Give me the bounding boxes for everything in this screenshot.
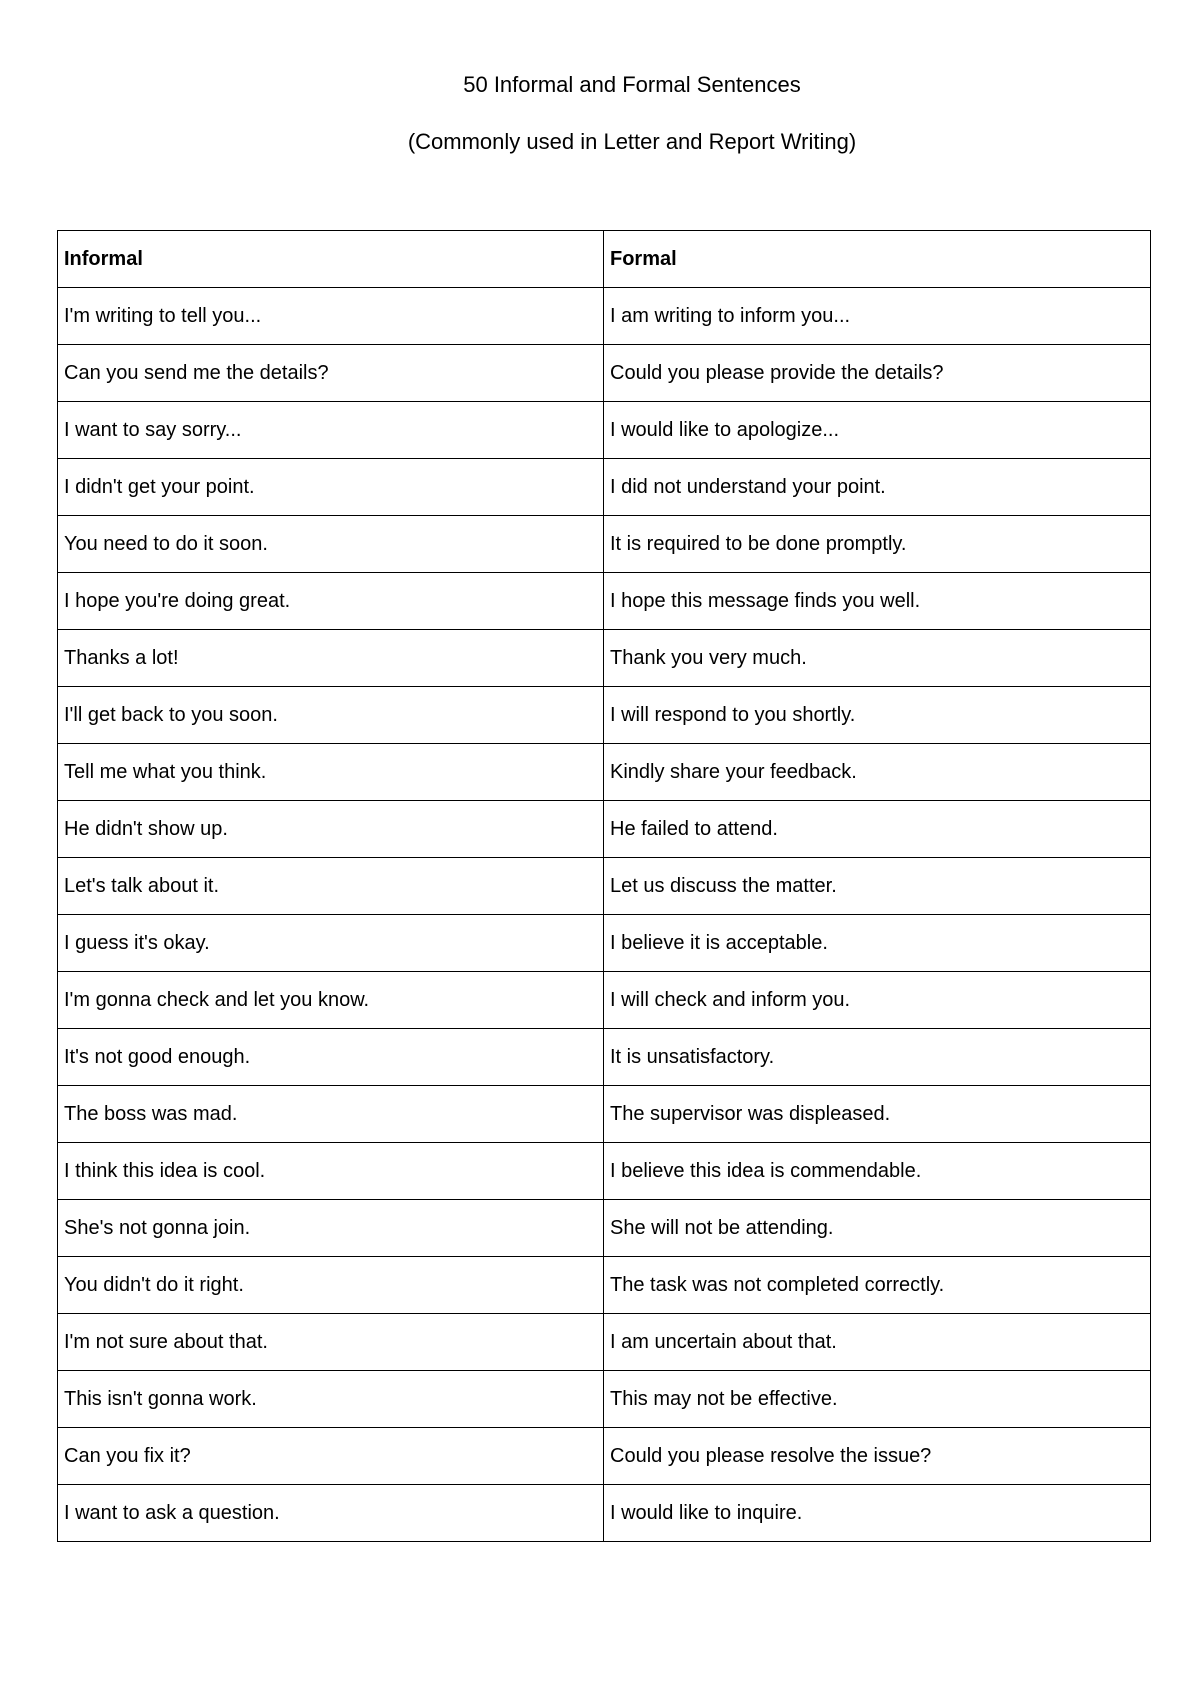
table-row [58, 402, 1151, 459]
formal-cell: I hope this message finds you well. [604, 573, 1151, 630]
formal-cell: It is required to be done promptly. [604, 516, 1151, 573]
informal-cell: You didn't do it right. [58, 1257, 604, 1314]
table-header-row [58, 231, 1151, 288]
informal-cell: I want to ask a question. [58, 1485, 604, 1542]
informal-cell: Can you fix it? [58, 1428, 604, 1485]
page-subtitle: (Commonly used in Letter and Report Writing) [407, 129, 857, 154]
informal-cell: She's not gonna join. [58, 1200, 604, 1257]
informal-cell: I didn't get your point. [58, 459, 604, 516]
formal-cell: I would like to inquire. [604, 1485, 1151, 1542]
formal-cell: This may not be effective. [604, 1371, 1151, 1428]
table-row [58, 801, 1151, 858]
table-row [58, 915, 1151, 972]
table-row [58, 516, 1151, 573]
table-row [58, 972, 1151, 1029]
informal-cell: I'm gonna check and let you know. [58, 972, 604, 1029]
formal-cell: I believe it is acceptable. [604, 915, 1151, 972]
table-row [58, 630, 1151, 687]
table-row [58, 858, 1151, 915]
formal-cell: She will not be attending. [604, 1200, 1151, 1257]
formal-cell: Thank you very much. [604, 630, 1151, 687]
formal-cell: I will check and inform you. [604, 972, 1151, 1029]
informal-cell: This isn't gonna work. [58, 1371, 604, 1428]
page-title: 50 Informal and Formal Sentences [463, 72, 801, 97]
phrase-table [57, 230, 1151, 1542]
informal-cell: Can you send me the details? [58, 345, 604, 402]
column-header-formal: Formal [604, 231, 1151, 288]
informal-cell: Let's talk about it. [58, 858, 604, 915]
formal-cell: He failed to attend. [604, 801, 1151, 858]
formal-cell: I am uncertain about that. [604, 1314, 1151, 1371]
formal-cell: Could you please provide the details? [604, 345, 1151, 402]
informal-cell: I want to say sorry... [58, 402, 604, 459]
table-row [58, 573, 1151, 630]
informal-cell: It's not good enough. [58, 1029, 604, 1086]
formal-cell: The task was not completed correctly. [604, 1257, 1151, 1314]
table-row [58, 1428, 1151, 1485]
formal-cell: I will respond to you shortly. [604, 687, 1151, 744]
table-row [58, 744, 1151, 801]
table-row [58, 1314, 1151, 1371]
informal-cell: I guess it's okay. [58, 915, 604, 972]
informal-cell: I'll get back to you soon. [58, 687, 604, 744]
informal-cell: Thanks a lot! [58, 630, 604, 687]
table-row [58, 288, 1151, 345]
informal-cell: I'm not sure about that. [58, 1314, 604, 1371]
formal-cell: Let us discuss the matter. [604, 858, 1151, 915]
informal-cell: The boss was mad. [58, 1086, 604, 1143]
informal-cell: He didn't show up. [58, 801, 604, 858]
table-row [58, 1086, 1151, 1143]
formal-cell: I believe this idea is commendable. [604, 1143, 1151, 1200]
formal-cell: I did not understand your point. [604, 459, 1151, 516]
formal-cell: Kindly share your feedback. [604, 744, 1151, 801]
informal-cell: I'm writing to tell you... [58, 288, 604, 345]
table-row [58, 687, 1151, 744]
formal-cell: It is unsatisfactory. [604, 1029, 1151, 1086]
informal-cell: You need to do it soon. [58, 516, 604, 573]
informal-cell: I hope you're doing great. [58, 573, 604, 630]
table-row [58, 345, 1151, 402]
informal-cell: Tell me what you think. [58, 744, 604, 801]
formal-cell: I am writing to inform you... [604, 288, 1151, 345]
formal-cell: Could you please resolve the issue? [604, 1428, 1151, 1485]
table-row [58, 1143, 1151, 1200]
table-row [58, 1371, 1151, 1428]
table-row [58, 1485, 1151, 1542]
table-row [58, 1200, 1151, 1257]
table-row [58, 1029, 1151, 1086]
informal-cell: I think this idea is cool. [58, 1143, 604, 1200]
table-row [58, 459, 1151, 516]
column-header-informal: Informal [58, 231, 604, 288]
formal-cell: The supervisor was displeased. [604, 1086, 1151, 1143]
table-row [58, 1257, 1151, 1314]
formal-cell: I would like to apologize... [604, 402, 1151, 459]
